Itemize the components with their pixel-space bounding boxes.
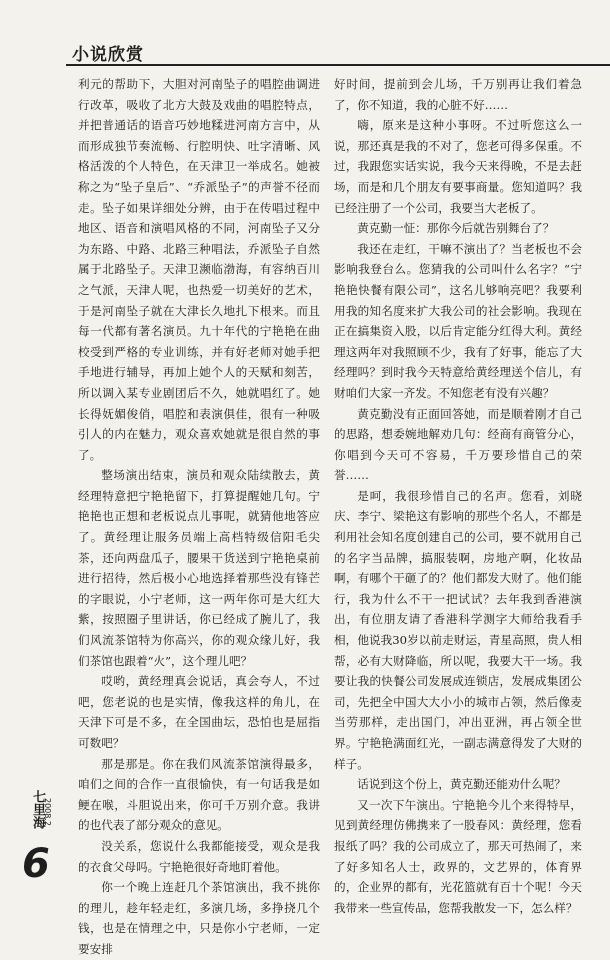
paragraph: 嗨，原来是这种小事呀。不过听您这么一说，那还真是我的不对了，您老可得多保重。不过，我跟您实话实说，我今天来得晚，不是去赶场，而是和几个朋友有要事商量。您知道吗？我已经注册了一个公司，我要当大老板了。 — [334, 118, 582, 215]
paragraph: 又一次下午演出。宁艳艳今儿个来得特早，见到黄经理仿佛携来了一股春风：黄经理，您看报纸了吗？我的公司成立了，那天可热闹了，来了好多知名人士，政界的，文艺界的，体育界的，企业界的都有，光花篮就有百十个呢！今天我带来一些宣传品，您帮我散发一下，怎么样？ — [334, 797, 582, 915]
paragraph: 整场演出结束，演员和观众陆续散去，黄经理特意把宁艳艳留下，打算提醒她几句。宁艳艳也正想和老板说点儿事呢，就猜他地答应了。黄经理让服务员端上高档特级信阳毛尖茶，还向两盘瓜子，腰果干货送到宁艳艳桌前进行招待，然后极小心地选择着那些没有锋芒的字眼说，小宁老师，这一两年你可是大红大紫，按照圈子里讲话，你已经成了腕儿了，我们风流茶馆特为你高兴，你的观众缘儿好，我们茶馆也跟着“火”，这个理儿吧？ — [78, 468, 320, 668]
paragraph: 没关系，您说什么我都能接受，观众是我的衣食父母吗。宁艳艳很好奇地盯着他。 — [78, 838, 320, 874]
right-column — [334, 74, 582, 918]
section-title: 小说欣赏 — [72, 45, 144, 65]
paragraph: 黄克勤一怔：那你今后就告别舞台了？ — [357, 221, 555, 236]
header-rule — [66, 64, 610, 66]
paragraph: 哎哟，黄经理真会说话，真会夸人，不过吧，您老说的也是实情，像我这样的角儿，在天津下可是不多，在全国曲坛，恐怕也是屈指可数吧？ — [78, 674, 320, 750]
paragraph: 利元的帮助下，大胆对河南坠子的唱腔曲调进行改革，吸收了北方大鼓及戏曲的唱腔特点，并把普通话的语音巧妙地糅进河南方言中，从而形成独节奏流畅、行腔明快、吐字清晰、风格活泼的个人特色，在天津卫一举成名。她被称之为“坠子皇后”、“乔派坠子”的声誉不径而走。坠子如果详细处分辨，由于在传唱过程中地区、语音和演唱风格的不同，河南坠子又分为东路、中路、北路三种唱法，乔派坠子自然属于北路坠子。天津卫濒临渤海，有容纳百川之气派，天津人呢，也热爱一切美好的艺术，于是河南坠子就在大津长久地扎下根来。而且每一代都有著名演员。九十年代的宁艳艳在曲校受到严格的专业训练，并有好老师对她手把手地进行辅导，再加上她个人的天赋和刻苦，所以调入某专业剧团后不久，她就唱红了。她长得妩媚俊俏，唱腔和表演俱佳，很有一种吸引人的内在魅力，观众喜欢她就是很自然的事了。 — [78, 77, 320, 462]
paragraph: 我还在走红，干嘛不演出了？当老板也不会影响我登台么。您猜我的公司叫什么名字？“宁艳艳快餐有限公司”，这名儿够响亮吧？我要利用我的知名度来扩大我公司的社会影响。我现在正在搞集资入股，以后肯定能分红得大利。黄经理这两年对我照顾不少，我有了好事，能忘了大经理吗？到时我今天特意给黄经理送个信儿，有财咱们大家一齐发。不知您老有没有兴趣？ — [334, 241, 582, 400]
paragraph: 话说到这个份上，黄克勤还能劝什么呢？ — [357, 777, 566, 792]
paragraph: 那是那是。你在我们风流茶馆演得最多，咱们之间的合作一直很愉快，有一句话我是如鲠在喉，斗胆说出来，你可千万别介意。我讲的也代表了部分观众的意见。 — [78, 756, 320, 833]
paragraph: 是呵，我很珍惜自己的名声。您看，刘晓庆、李宁、梁艳这有影响的那些个名人，不都是利用社会知名度创建自己的公司，要不就用自己的名字当品牌，搞服装啊，房地产啊，化妆品啊，有哪个干砸了的？他们都发大财了。他们能行，我为什么不干一把试试？去年我到香港演出，有位朋友请了香港科学测字大师给我看手相，他说我30岁以前走财运，青星高照，贵人相帮，必有大财降临，所以呢，我要大干一场。我要让我的快餐公司发展成连锁店，发展成集团公司，先把全中国大大小小的城市占领，然后像麦当劳那样，走出国门，冲出亚洲，再占领全世界。宁艳艳满面红光，一副志满意得发了大财的样子。 — [334, 488, 582, 771]
magazine-title: 七里海 — [30, 790, 45, 829]
paragraph: 黄克勤没有正面回答她，而是顺着刚才自己的思路，想委婉地解劝几句：经商有商管分心，你唱到今天可不容易，千万要珍惜自己的荣誉…… — [334, 406, 582, 483]
issue-number: 2008.2 — [43, 798, 52, 826]
paragraph: 好时间，提前到会儿场，千万别再让我们着急了，你不知道，我的心脏不好…… — [334, 77, 582, 112]
paragraph: 你一个晚上连赶几个茶馆演出，我不挑你的理儿，趁年轻走红，多演几场，多挣挠几个钱，也是在情理之中，只是你小宁老师，一定要安排 — [78, 880, 320, 956]
left-column — [78, 74, 320, 960]
page-number: 6 — [22, 841, 50, 887]
